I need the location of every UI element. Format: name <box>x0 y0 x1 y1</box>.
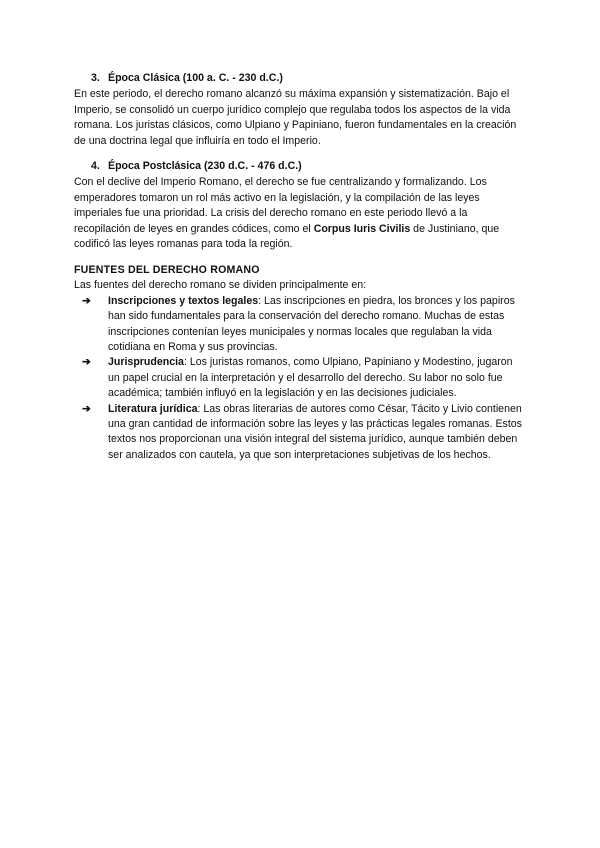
fuentes-intro: Las fuentes del derecho romano se dividen principalmente en: <box>74 279 367 292</box>
heading-title: Época Postclásica (230 d.C. - 476 d.C.) <box>108 160 302 172</box>
list-item-text: : Los juristas romanos, como Ulpiano, Papiniano y Modestino, jugaron un papel crucial en la interpretación y el desarrollo del derecho. Su labor no solo fue académica; también influyó en la legislación y en las decisiones judiciales. <box>108 356 513 400</box>
paragraph-epoca-clasica: En este periodo, el derecho romano alcanzó su máxima expansión y sistematización. Bajo el Imperio, se consolidó un cuerpo jurídico complejo que regulaba todos los aspectos de la vida romana. Los juristas clásicos, como Ulpiano y Papiniano, fueron fundamentales en la creación de una doctrina legal que influiría en todo el Imperio. <box>74 88 517 147</box>
heading-title: Época Clásica (100 a. C. - 230 d.C.) <box>108 72 283 84</box>
paragraph-text-before: Con el declive del Imperio Romano, el derecho se fue centralizando y formalizando. Los emperadores tomaron un rol más activo en la legislación, y la compilación de las leyes imperiales fue una prioridad. La crisis del derecho romano en este periodo llevó a la recopilación de leyes en grandes códices, como el <box>74 176 487 235</box>
list-item-inscripciones <box>74 294 526 356</box>
heading-number: 4. <box>91 160 100 172</box>
arrow-bullet-icon: ➔ <box>82 402 91 415</box>
list-item-text: : Las obras literarias de autores como César, Tácito y Livio contienen una gran cantidad de información sobre las leyes y las prácticas legales romanas. Estos textos nos proporcionan una visión integral del sistema jurídico, aunque también deben ser analizados con cautela, ya que son interpretaciones subjetivas de los hechos. <box>108 402 522 461</box>
section-epoca-clasica <box>74 71 526 149</box>
list-item-literatura <box>74 402 526 464</box>
list-item-term: Literatura jurídica <box>108 402 198 415</box>
list-item-term: Inscripciones y textos legales <box>108 294 259 307</box>
corpus-iuris-civilis-term: Corpus Iuris Civilis <box>313 222 411 235</box>
section-epoca-postclasica <box>74 159 526 252</box>
heading-epoca-clasica <box>74 71 526 86</box>
arrow-bullet-icon: ➔ <box>82 294 91 307</box>
paragraph-epoca-postclasica <box>74 175 526 252</box>
section-fuentes <box>74 263 526 463</box>
fuentes-list <box>74 294 526 463</box>
list-item-term: Jurisprudencia <box>108 356 184 369</box>
list-item-text: : Las inscripciones en piedra, los bronces y los papiros han sido fundamentales para la conservación del derecho romano. Muchas de estas inscripciones contenían leyes municipales y normas locales que regulaban la vida cotidiana en Roma y sus provincias. <box>108 294 515 354</box>
fuentes-title: FUENTES DEL DERECHO ROMANO <box>74 264 260 276</box>
arrow-bullet-icon: ➔ <box>82 356 91 369</box>
paragraph-text-after: de Justiniano, que codificó las leyes romanas para toda la región. <box>74 222 500 251</box>
heading-number: 3. <box>91 72 100 84</box>
list-item-jurisprudencia <box>74 355 526 401</box>
heading-epoca-postclasica <box>74 159 526 174</box>
